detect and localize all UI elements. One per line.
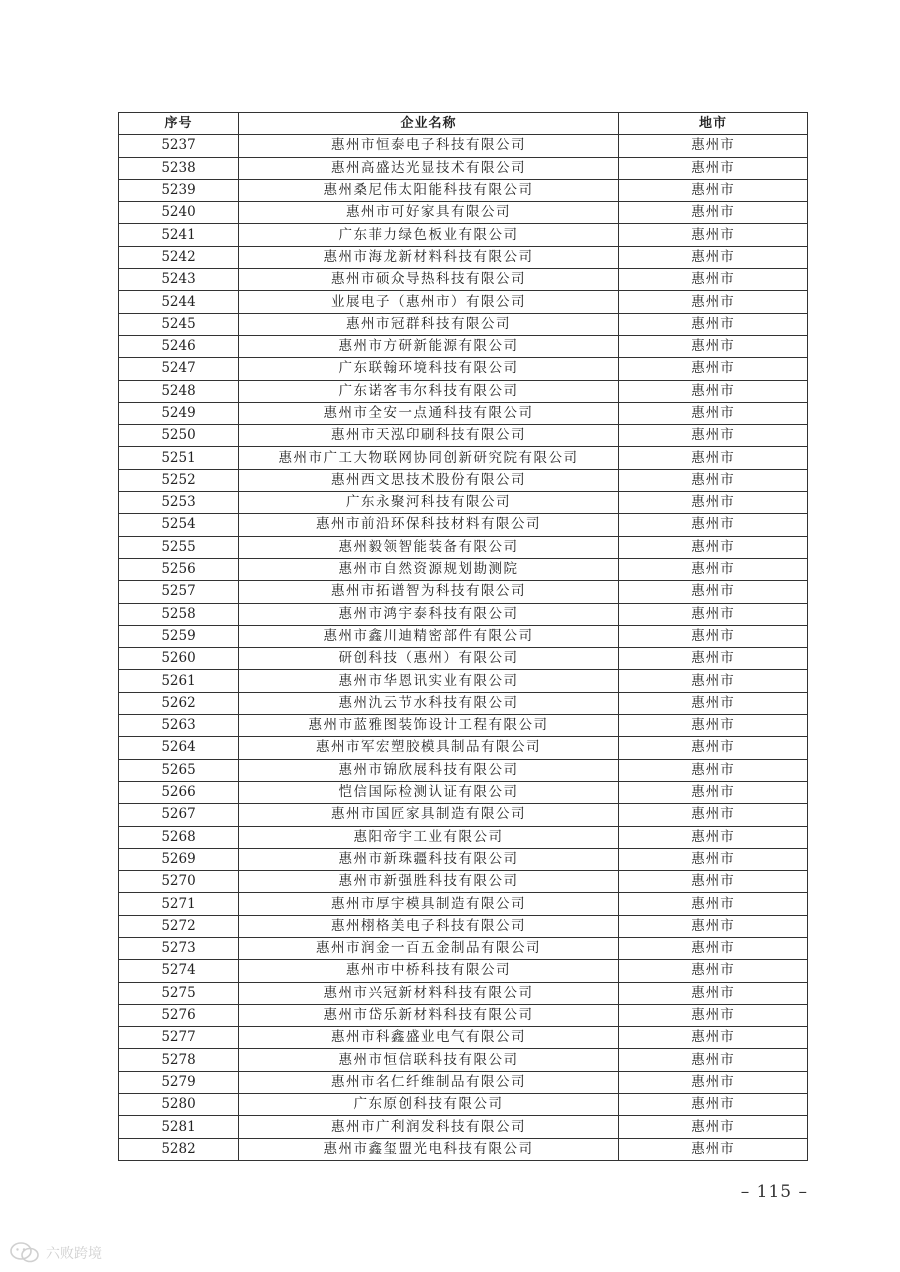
table-row bbox=[119, 402, 808, 424]
cell-index: 5244 bbox=[119, 291, 239, 313]
cell-name: 惠州市广利润发科技有限公司 bbox=[239, 1116, 619, 1138]
cell-city: 惠州市 bbox=[619, 737, 808, 759]
table-row bbox=[119, 625, 808, 647]
cell-city: 惠州市 bbox=[619, 937, 808, 959]
table-row bbox=[119, 335, 808, 357]
cell-name: 惠州市恒泰电子科技有限公司 bbox=[239, 135, 619, 157]
header-city: 地市 bbox=[619, 113, 808, 135]
header-index: 序号 bbox=[119, 113, 239, 135]
table-row bbox=[119, 492, 808, 514]
cell-index: 5250 bbox=[119, 425, 239, 447]
cell-name: 惠州市硕众导热科技有限公司 bbox=[239, 269, 619, 291]
cell-name: 惠州市可好家具有限公司 bbox=[239, 202, 619, 224]
cell-name: 惠州市天泓印刷科技有限公司 bbox=[239, 425, 619, 447]
table-row bbox=[119, 670, 808, 692]
cell-city: 惠州市 bbox=[619, 848, 808, 870]
cell-city: 惠州市 bbox=[619, 581, 808, 603]
cell-name: 惠州市恒信联科技有限公司 bbox=[239, 1049, 619, 1071]
cell-city: 惠州市 bbox=[619, 514, 808, 536]
cell-name: 惠州市前沿环保科技材料有限公司 bbox=[239, 514, 619, 536]
cell-city: 惠州市 bbox=[619, 358, 808, 380]
cell-index: 5255 bbox=[119, 536, 239, 558]
cell-city: 惠州市 bbox=[619, 469, 808, 491]
cell-index: 5253 bbox=[119, 492, 239, 514]
cell-city: 惠州市 bbox=[619, 960, 808, 982]
cell-name: 惠州市军宏塑胶模具制品有限公司 bbox=[239, 737, 619, 759]
cell-name: 惠州高盛达光显技术有限公司 bbox=[239, 157, 619, 179]
table-row bbox=[119, 425, 808, 447]
table-row bbox=[119, 1027, 808, 1049]
cell-city: 惠州市 bbox=[619, 1027, 808, 1049]
cell-index: 5248 bbox=[119, 380, 239, 402]
table-row bbox=[119, 1004, 808, 1026]
table-header-row bbox=[119, 113, 808, 135]
cell-index: 5274 bbox=[119, 960, 239, 982]
cell-name: 惠州市方研新能源有限公司 bbox=[239, 335, 619, 357]
cell-city: 惠州市 bbox=[619, 670, 808, 692]
cell-city: 惠州市 bbox=[619, 692, 808, 714]
cell-index: 5268 bbox=[119, 826, 239, 848]
watermark bbox=[10, 1238, 102, 1268]
cell-city: 惠州市 bbox=[619, 1116, 808, 1138]
cell-index: 5273 bbox=[119, 937, 239, 959]
cell-name: 惠州市拓谱智为科技有限公司 bbox=[239, 581, 619, 603]
cell-city: 惠州市 bbox=[619, 982, 808, 1004]
cell-name: 惠州市海龙新材料科技有限公司 bbox=[239, 246, 619, 268]
cell-name: 广东原创科技有限公司 bbox=[239, 1094, 619, 1116]
cell-name: 惠州市全安一点通科技有限公司 bbox=[239, 402, 619, 424]
table-row bbox=[119, 1116, 808, 1138]
table-row bbox=[119, 781, 808, 803]
table-row bbox=[119, 871, 808, 893]
cell-name: 广东诺客韦尔科技有限公司 bbox=[239, 380, 619, 402]
cell-index: 5256 bbox=[119, 558, 239, 580]
cell-city: 惠州市 bbox=[619, 202, 808, 224]
table-row bbox=[119, 135, 808, 157]
table-row bbox=[119, 648, 808, 670]
enterprise-list-table bbox=[118, 112, 808, 1161]
cell-index: 5259 bbox=[119, 625, 239, 647]
table-row bbox=[119, 737, 808, 759]
cell-index: 5265 bbox=[119, 759, 239, 781]
table-row bbox=[119, 269, 808, 291]
cell-index: 5276 bbox=[119, 1004, 239, 1026]
table-row bbox=[119, 1094, 808, 1116]
cell-name: 惠州市兴冠新材料科技有限公司 bbox=[239, 982, 619, 1004]
header-name: 企业名称 bbox=[239, 113, 619, 135]
table-row bbox=[119, 536, 808, 558]
cell-city: 惠州市 bbox=[619, 603, 808, 625]
cell-index: 5243 bbox=[119, 269, 239, 291]
cell-index: 5281 bbox=[119, 1116, 239, 1138]
cell-city: 惠州市 bbox=[619, 1138, 808, 1160]
cell-city: 惠州市 bbox=[619, 871, 808, 893]
table-row bbox=[119, 893, 808, 915]
cell-index: 5280 bbox=[119, 1094, 239, 1116]
cell-name: 惠州市中桥科技有限公司 bbox=[239, 960, 619, 982]
cell-city: 惠州市 bbox=[619, 1071, 808, 1093]
cell-index: 5267 bbox=[119, 804, 239, 826]
table-row bbox=[119, 1071, 808, 1093]
cell-name: 研创科技（惠州）有限公司 bbox=[239, 648, 619, 670]
table-row bbox=[119, 202, 808, 224]
cell-city: 惠州市 bbox=[619, 715, 808, 737]
cell-index: 5245 bbox=[119, 313, 239, 335]
cell-index: 5257 bbox=[119, 581, 239, 603]
cell-index: 5258 bbox=[119, 603, 239, 625]
cell-index: 5270 bbox=[119, 871, 239, 893]
cell-index: 5264 bbox=[119, 737, 239, 759]
cell-index: 5261 bbox=[119, 670, 239, 692]
cell-city: 惠州市 bbox=[619, 425, 808, 447]
table-row bbox=[119, 224, 808, 246]
cell-name: 惠州市自然资源规划勘测院 bbox=[239, 558, 619, 580]
table-row bbox=[119, 514, 808, 536]
cell-index: 5262 bbox=[119, 692, 239, 714]
cell-index: 5249 bbox=[119, 402, 239, 424]
cell-index: 5260 bbox=[119, 648, 239, 670]
cell-city: 惠州市 bbox=[619, 447, 808, 469]
table-body bbox=[119, 135, 808, 1161]
table-row bbox=[119, 380, 808, 402]
cell-name: 广东永聚河科技有限公司 bbox=[239, 492, 619, 514]
cell-city: 惠州市 bbox=[619, 135, 808, 157]
cell-name: 恺信国际检测认证有限公司 bbox=[239, 781, 619, 803]
cell-index: 5279 bbox=[119, 1071, 239, 1093]
cell-name: 惠州市华恩讯实业有限公司 bbox=[239, 670, 619, 692]
cell-index: 5242 bbox=[119, 246, 239, 268]
table-row bbox=[119, 1049, 808, 1071]
cell-name: 惠州桑尼伟太阳能科技有限公司 bbox=[239, 179, 619, 201]
table-row bbox=[119, 804, 808, 826]
watermark-text: 六败跨境 bbox=[46, 1246, 102, 1262]
table-row bbox=[119, 982, 808, 1004]
cell-index: 5282 bbox=[119, 1138, 239, 1160]
cell-name: 业展电子（惠州市）有限公司 bbox=[239, 291, 619, 313]
cell-city: 惠州市 bbox=[619, 759, 808, 781]
cell-city: 惠州市 bbox=[619, 291, 808, 313]
table-row bbox=[119, 558, 808, 580]
cell-index: 5266 bbox=[119, 781, 239, 803]
cell-name: 广东菲力绿色板业有限公司 bbox=[239, 224, 619, 246]
cell-city: 惠州市 bbox=[619, 1049, 808, 1071]
cell-name: 惠州市名仁纤维制品有限公司 bbox=[239, 1071, 619, 1093]
cell-city: 惠州市 bbox=[619, 224, 808, 246]
table-row bbox=[119, 157, 808, 179]
cell-index: 5247 bbox=[119, 358, 239, 380]
cell-name: 惠州市新珠疆科技有限公司 bbox=[239, 848, 619, 870]
cell-name: 惠州市科鑫盛业电气有限公司 bbox=[239, 1027, 619, 1049]
cell-name: 惠州市厚宇模具制造有限公司 bbox=[239, 893, 619, 915]
cell-name: 惠州市鑫玺盟光电科技有限公司 bbox=[239, 1138, 619, 1160]
table-row bbox=[119, 848, 808, 870]
cell-city: 惠州市 bbox=[619, 1094, 808, 1116]
cell-city: 惠州市 bbox=[619, 269, 808, 291]
cell-name: 惠州毅领智能装备有限公司 bbox=[239, 536, 619, 558]
cell-city: 惠州市 bbox=[619, 492, 808, 514]
cell-name: 惠州市锦欣展科技有限公司 bbox=[239, 759, 619, 781]
cell-index: 5278 bbox=[119, 1049, 239, 1071]
cell-city: 惠州市 bbox=[619, 402, 808, 424]
wechat-logo-icon bbox=[10, 1241, 40, 1265]
cell-city: 惠州市 bbox=[619, 648, 808, 670]
cell-city: 惠州市 bbox=[619, 313, 808, 335]
cell-city: 惠州市 bbox=[619, 335, 808, 357]
cell-name: 惠州市岱乐新材料科技有限公司 bbox=[239, 1004, 619, 1026]
cell-name: 惠州市新强胜科技有限公司 bbox=[239, 871, 619, 893]
cell-index: 5241 bbox=[119, 224, 239, 246]
cell-city: 惠州市 bbox=[619, 893, 808, 915]
table-row bbox=[119, 447, 808, 469]
cell-city: 惠州市 bbox=[619, 781, 808, 803]
cell-index: 5277 bbox=[119, 1027, 239, 1049]
cell-name: 惠州市广工大物联网协同创新研究院有限公司 bbox=[239, 447, 619, 469]
cell-name: 惠阳帝宇工业有限公司 bbox=[239, 826, 619, 848]
cell-index: 5263 bbox=[119, 715, 239, 737]
cell-name: 惠州栩格美电子科技有限公司 bbox=[239, 915, 619, 937]
cell-index: 5238 bbox=[119, 157, 239, 179]
table-row bbox=[119, 581, 808, 603]
page-number: – 115 – bbox=[740, 1182, 808, 1202]
table-row bbox=[119, 358, 808, 380]
cell-city: 惠州市 bbox=[619, 915, 808, 937]
cell-name: 惠州市蓝雅图装饰设计工程有限公司 bbox=[239, 715, 619, 737]
cell-name: 惠州市鑫川迪精密部件有限公司 bbox=[239, 625, 619, 647]
cell-index: 5271 bbox=[119, 893, 239, 915]
cell-city: 惠州市 bbox=[619, 179, 808, 201]
cell-name: 惠州市国匠家具制造有限公司 bbox=[239, 804, 619, 826]
table-row bbox=[119, 915, 808, 937]
table-row bbox=[119, 469, 808, 491]
table-row bbox=[119, 291, 808, 313]
table-row bbox=[119, 937, 808, 959]
table-row bbox=[119, 179, 808, 201]
table-row bbox=[119, 759, 808, 781]
cell-name: 惠州市润金一百五金制品有限公司 bbox=[239, 937, 619, 959]
cell-city: 惠州市 bbox=[619, 380, 808, 402]
table-row bbox=[119, 826, 808, 848]
cell-index: 5254 bbox=[119, 514, 239, 536]
table-row bbox=[119, 603, 808, 625]
cell-city: 惠州市 bbox=[619, 1004, 808, 1026]
cell-index: 5252 bbox=[119, 469, 239, 491]
cell-city: 惠州市 bbox=[619, 246, 808, 268]
cell-city: 惠州市 bbox=[619, 536, 808, 558]
cell-city: 惠州市 bbox=[619, 558, 808, 580]
cell-index: 5272 bbox=[119, 915, 239, 937]
cell-name: 惠州市冠群科技有限公司 bbox=[239, 313, 619, 335]
table-row bbox=[119, 246, 808, 268]
cell-index: 5269 bbox=[119, 848, 239, 870]
cell-name: 惠州氿云节水科技有限公司 bbox=[239, 692, 619, 714]
cell-city: 惠州市 bbox=[619, 804, 808, 826]
cell-index: 5246 bbox=[119, 335, 239, 357]
cell-index: 5275 bbox=[119, 982, 239, 1004]
cell-index: 5251 bbox=[119, 447, 239, 469]
cell-city: 惠州市 bbox=[619, 157, 808, 179]
cell-name: 惠州西文思技术股份有限公司 bbox=[239, 469, 619, 491]
table-row bbox=[119, 313, 808, 335]
table-row bbox=[119, 692, 808, 714]
table-row bbox=[119, 715, 808, 737]
cell-name: 惠州市鸿宇泰科技有限公司 bbox=[239, 603, 619, 625]
cell-index: 5240 bbox=[119, 202, 239, 224]
table-row bbox=[119, 960, 808, 982]
table-row bbox=[119, 1138, 808, 1160]
cell-index: 5239 bbox=[119, 179, 239, 201]
cell-city: 惠州市 bbox=[619, 826, 808, 848]
cell-name: 广东联翰环境科技有限公司 bbox=[239, 358, 619, 380]
cell-city: 惠州市 bbox=[619, 625, 808, 647]
cell-index: 5237 bbox=[119, 135, 239, 157]
